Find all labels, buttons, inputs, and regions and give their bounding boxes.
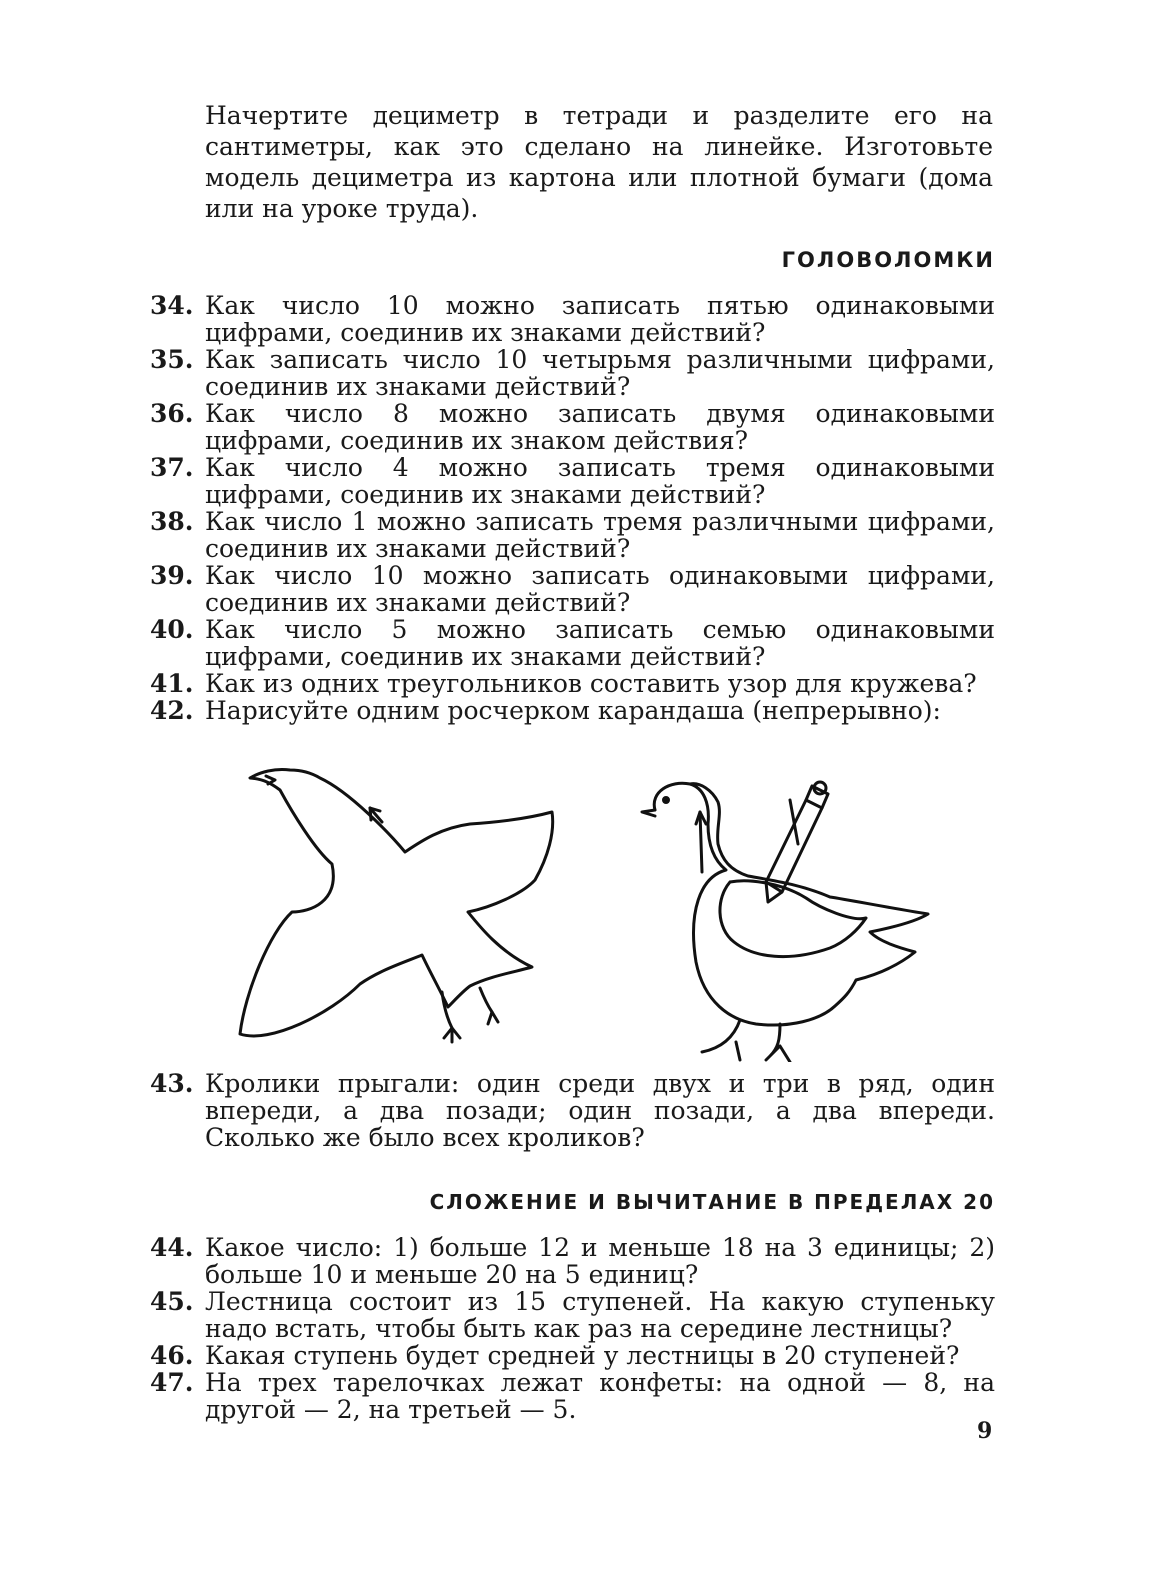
problem-44 [150,1234,995,1288]
flying-goose-drawing [230,762,570,1057]
problem-42 [150,697,995,724]
problem-number: 42. [150,696,194,725]
problem-text: Какая ступень будет средней у лестницы в 20 ступеней? [205,1341,960,1370]
problem-number: 43. [150,1069,194,1098]
problem-text: Как записать число 10 четырьмя различными цифрами, соединив их знаками действий? [205,345,995,401]
problem-number: 41. [150,669,194,698]
problem-number: 45. [150,1287,194,1316]
problem-text: Кролики прыгали: один среди двух и три в ряд, один впереди, а два позади; один позади, а два впереди. Сколько же было всех кроликов? [205,1069,995,1152]
problem-list-after-figure [150,1070,995,1151]
problem-text: Лестница состоит из 15 ступеней. На какую ступеньку надо встать, чтобы быть как раз на середине лестницы? [205,1287,995,1343]
problem-number: 46. [150,1341,194,1370]
problem-number: 37. [150,453,194,482]
problem-45 [150,1288,995,1342]
problem-text: Как из одних треугольников составить узор для кружева? [205,669,977,698]
problem-47 [150,1369,995,1423]
problem-number: 36. [150,399,194,428]
problem-number: 35. [150,345,194,374]
problem-39 [150,562,995,616]
problem-40 [150,616,995,670]
problem-43 [150,1070,995,1151]
problem-46 [150,1342,995,1369]
problem-34 [150,292,995,346]
problem-list-puzzles [150,292,995,724]
intro-paragraph: Начертите дециметр в тетради и разделите его на сантиметры, как это сделано на линейке. Изготовьте модель дециметра из картона или плотной бумаги (дома или на уроке труда). [205,101,993,223]
problem-38 [150,508,995,562]
problem-number: 47. [150,1368,194,1397]
problem-text: Как число 4 можно записать тремя одинаковыми цифрами, соединив их знаками действий? [205,453,995,509]
page-number: 9 [977,1418,993,1444]
section-heading-puzzles: ГОЛОВОЛОМКИ [781,248,995,272]
problem-number: 34. [150,291,194,320]
problem-text: Как число 5 можно записать семью одинаковыми цифрами, соединив их знаками действий? [205,615,995,671]
problem-36 [150,400,995,454]
pigeon-drawing [630,752,960,1062]
problem-text: Нарисуйте одним росчерком карандаша (непрерывно): [205,696,941,725]
problem-list-addition [150,1234,995,1423]
figure-birds [230,752,990,1062]
problem-text: Как число 10 можно записать пятью одинаковыми цифрами, соединив их знаками действий? [205,291,995,347]
problem-41 [150,670,995,697]
problem-text: Какое число: 1) больше 12 и меньше 18 на 3 единицы; 2) больше 10 и меньше 20 на 5 единиц? [205,1233,995,1289]
problem-number: 44. [150,1233,194,1262]
problem-35 [150,346,995,400]
problem-text: На трех тарелочках лежат конфеты: на одной — 8, на другой — 2, на третьей — 5. [205,1368,995,1424]
problem-text: Как число 10 можно записать одинаковыми цифрами, соединив их знаками действий? [205,561,995,617]
problem-text: Как число 8 можно записать двумя одинаковыми цифрами, соединив их знаком действия? [205,399,995,455]
problem-text: Как число 1 можно записать тремя различными цифрами, соединив их знаками действий? [205,507,995,563]
problem-number: 40. [150,615,194,644]
problem-number: 38. [150,507,194,536]
problem-number: 39. [150,561,194,590]
section-heading-addition: СЛОЖЕНИЕ И ВЫЧИТАНИЕ В ПРЕДЕЛАХ 20 [429,1190,995,1214]
problem-37 [150,454,995,508]
